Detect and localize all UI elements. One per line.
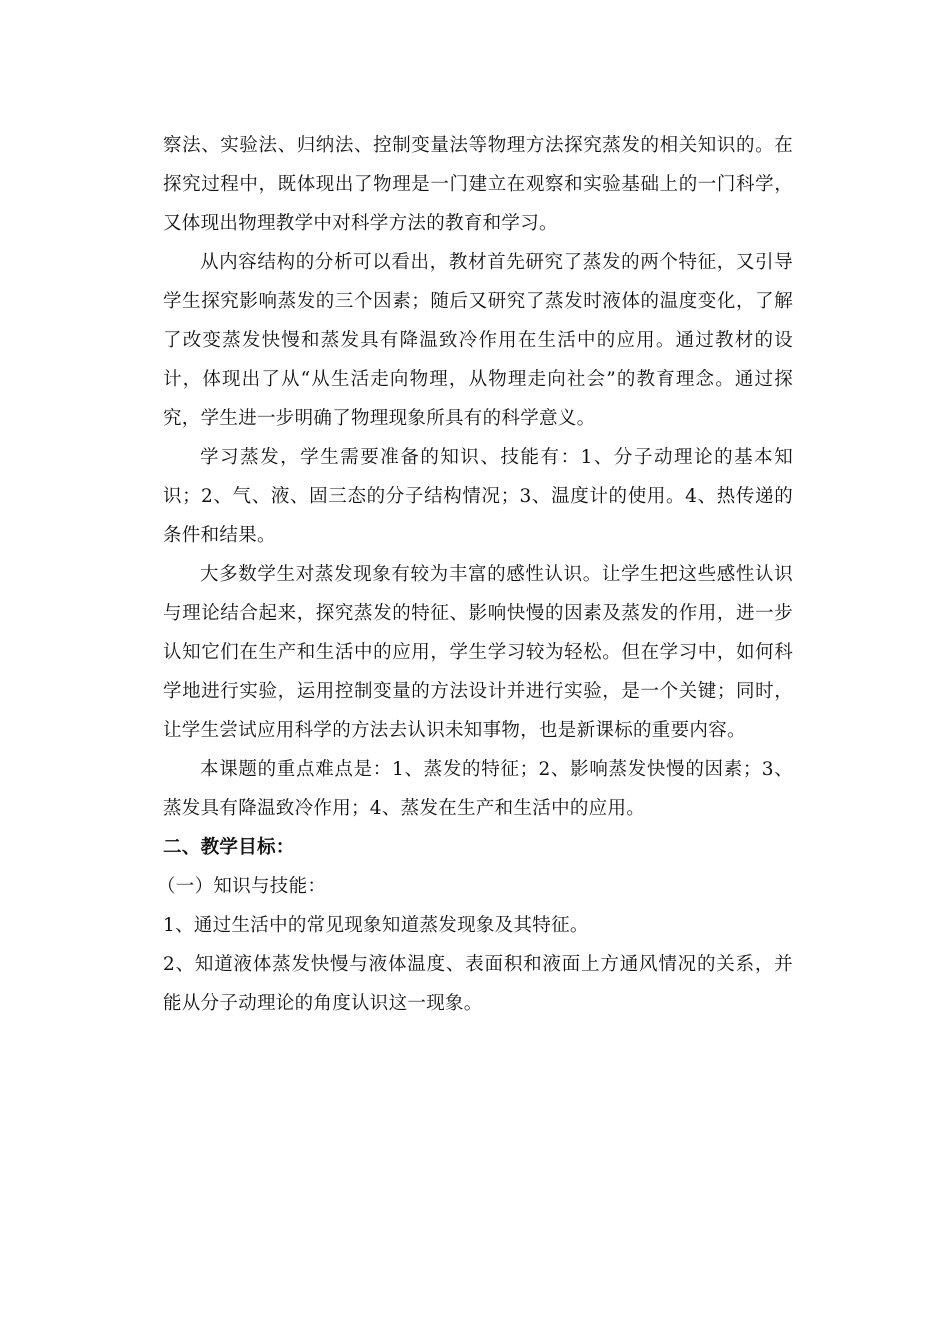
list-item-goal-2: 2、知道液体蒸发快慢与液体温度、表面积和液面上方通风情况的关系，并能从分子动理论的角度认识这一现象。	[163, 954, 793, 1014]
paragraph-key-points: 本课题的重点难点是：1、蒸发的特征；2、影响蒸发快慢的因素；3、蒸发具有降温致冷作用；4、蒸发在生产和生活中的应用。	[163, 759, 793, 819]
paragraph-student-analysis: 大多数学生对蒸发现象有较为丰富的感性认识。让学生把这些感性认识与理论结合起来，探究蒸发的特征、影响快慢的因素及蒸发的作用，进一步认知它们在生产和生活中的应用，学生学习较为轻松。但在学习中，如何科学地进行实验，运用控制变量的方法设计并进行实验，是一个关键；同时，让学生尝试应用科学的方法去认识未知事物，也是新课标的重要内容。	[163, 564, 793, 741]
list-item-goal-1: 1、通过生活中的常见现象知道蒸发现象及其特征。	[163, 915, 589, 936]
paragraph-prerequisites: 学习蒸发，学生需要准备的知识、技能有：1、分子动理论的基本知识；2、气、液、固三态的分子结构情况；3、温度计的使用。4、热传递的条件和结果。	[163, 447, 793, 546]
document-body	[157, 126, 793, 1023]
subheading-knowledge-skills: （一）知识与技能：	[157, 876, 327, 897]
paragraph-content-structure: 从内容结构的分析可以看出，教材首先研究了蒸发的两个特征，又引导学生探究影响蒸发的三个因素；随后又研究了蒸发时液体的温度变化，了解了改变蒸发快慢和蒸发具有降温致冷作用在生活中的应用。通过教材的设计，体现出了从“从生活走向物理，从物理走向社会”的教育理念。通过探究，学生进一步明确了物理现象所具有的科学意义。	[163, 252, 793, 429]
paragraph-method: 察法、实验法、归纳法、控制变量法等物理方法探究蒸发的相关知识的。在探究过程中，既体现出了物理是一门建立在观察和实验基础上的一门科学，又体现出物理教学中对科学方法的教育和学习。	[163, 135, 793, 234]
section-heading-teaching-goals: 二、教学目标：	[163, 837, 295, 858]
